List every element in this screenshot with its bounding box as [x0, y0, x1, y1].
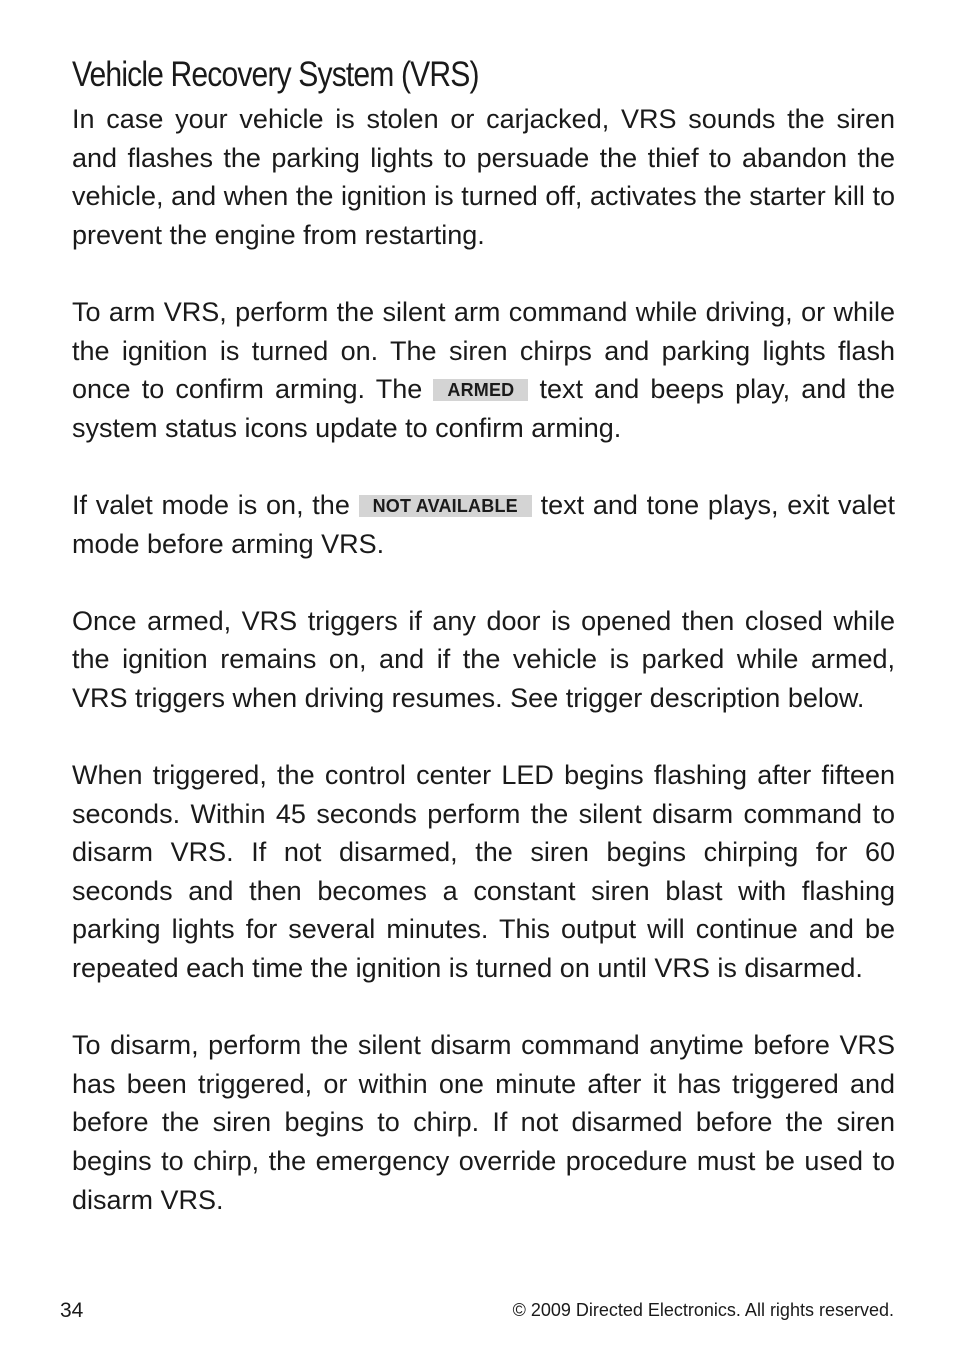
- paragraph-triggered: When triggered, the control center LED begins flashing after fifteen seconds. Within 45 seconds perform the silent disarm command to disarm VRS. If not disarmed, the siren begins chirping for 60 seconds and then becomes a constant siren blast with flashing parking lights for several minutes. This output will continue and be repeated each time the ignition is turned on until VRS is disarmed.: [72, 760, 895, 984]
- paragraph-valet-text-start: If valet mode is on, the: [72, 489, 359, 520]
- page-title: Vehicle Recovery System (VRS): [72, 55, 479, 94]
- paragraph-triggers: Once armed, VRS triggers if any door is opened then closed while the ignition remains on, and if the vehicle is parked while armed, VRS triggers when driving resumes. See trigger description below.: [72, 605, 895, 713]
- paragraph-arm: [72, 293, 895, 447]
- paragraph-arm-text-start: To arm VRS, perform the silent arm command while driving, or while the ignition is turned on. The siren chirps and parking lights flash once to confirm arming. The: [72, 296, 895, 405]
- page-content: [72, 52, 895, 1258]
- paragraph-disarm: To disarm, perform the silent disarm command anytime before VRS has been triggered, or within one minute after it has triggered and before the siren begins to chirp. If not disarmed before the siren begins to chirp, the emergency override procedure must be used to disarm VRS.: [72, 1030, 895, 1215]
- paragraph-arm-text-end: text and beeps play, and the system status icons update to confirm arming.: [72, 374, 895, 443]
- paragraph-valet: [72, 486, 895, 563]
- page-number: 34: [60, 1299, 84, 1322]
- paragraph-valet-text-end: text and tone plays, exit valet mode before arming VRS.: [72, 489, 895, 559]
- armed-status-chip: ARMED: [433, 379, 528, 401]
- not-available-status-chip: NOT AVAILABLE: [359, 495, 532, 517]
- copyright-notice: © 2009 Directed Electronics. All rights reserved.: [512, 1300, 894, 1320]
- paragraph-intro: In case your vehicle is stolen or carjacked, VRS sounds the siren and flashes the parking lights to persuade the thief to abandon the vehicle, and when the ignition is turned off, activates the starter kill to prevent the engine from restarting.: [72, 104, 895, 250]
